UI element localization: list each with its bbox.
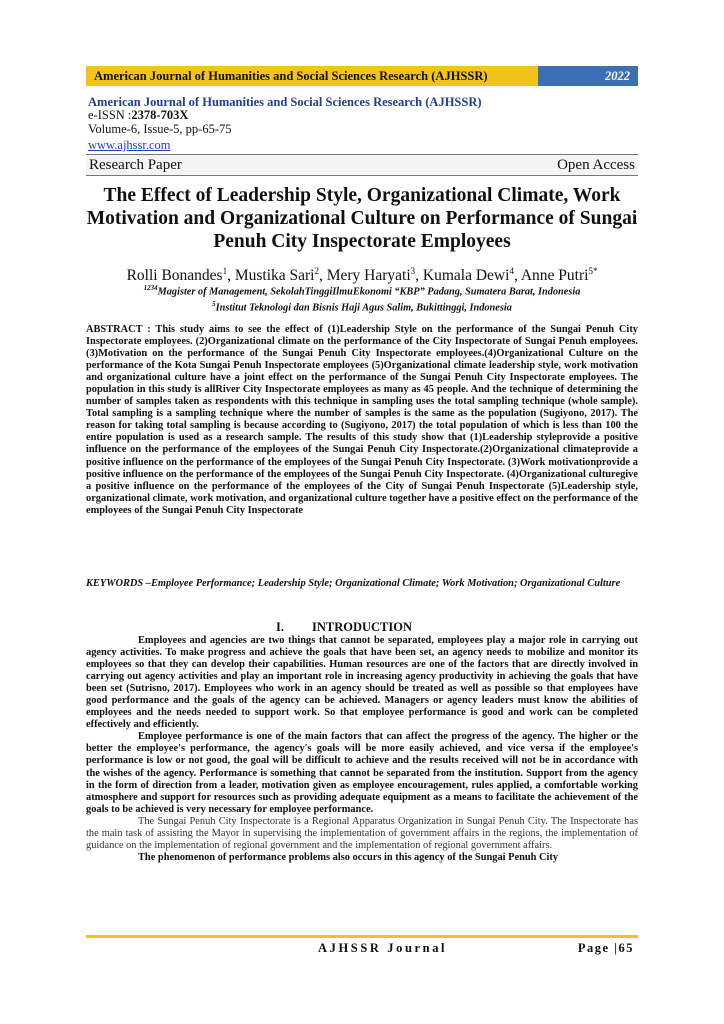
journal-meta [88, 95, 640, 154]
section-title: INTRODUCTION [311, 620, 412, 634]
journal-header-bar [86, 66, 638, 86]
author: Mery Haryati$^3$, [326, 266, 423, 285]
author: Rolli Bonandes$^1$, [126, 266, 235, 285]
page-footer [86, 941, 638, 957]
header-year: 2022 [538, 66, 638, 86]
keywords-label: KEYWORDS [86, 578, 144, 589]
section-heading [86, 620, 638, 635]
introduction-body [86, 635, 638, 864]
meta-journal-name: American Journal of Humanities and Social Sciences Research (AJHSSR) [88, 95, 482, 109]
paper-title: The Effect of Leadership Style, Organizational Climate, Work Motivation and Organizational Culture on Performance of Sungai Penuh City Inspectorate Employees [86, 185, 638, 252]
meta-volume: Volume-6, Issue-5, pp-65-75 [88, 121, 232, 136]
header-journal-name: American Journal of Humanities and Social Sciences Research (AJHSSR) [94, 68, 488, 83]
section-number: I. [276, 620, 284, 634]
paragraph: The phenomenon of performance problems also occurs in this agency of the Sungai Penuh City [138, 851, 559, 863]
author: Kumala Dewi$^4$, [422, 266, 521, 285]
abstract-text: This study aims to see the effect of (1)Leadership Style on the performance of the Sungai Penuh City Inspectorate employees. (2)Organizational climate on the performance of the City Inspectorate of Sungai Penuh employees.(3)Motivation on the performance of the Sungai Penuh City Inspectorate employees.(4)Organizational Culture on the performance of the Kota Sungai Penuh Inspectorate employees (5)Organizational climate leadership style, work motivation and organizational culture have a joint effect on the performance of the Sungai Penuh City Inspectorate employees. The population in this study is allRiver City Inspectorate employees as many as 45 people. And the technique of determining the number of samples taken as respondents with this technique in sampling uses the total sampling technique (whole sample). Total sampling is a sampling technique where the number of samples is the same as the population (Sugiyono, 2017). The reason for taking total sampling is because according to (Sugiyono, 2017) the total population of which is less than 100 the entire population is used as a research sample. The results of this study show that (1)Leadership styleprovide a positive influence on the performance of the employees of the Sungai Penuh City Inspectorate.(2)Organizational climateprovide a positive influence on the performance of the employees of the Sungai Penuh City Inspectorate. (3)Work motivationprovide a positive influence on the performance of the employees of the Sungai Penuh City Inspectorate. (4)Organizational culturegive a positive influence on the performance of the employees of the City of Sungai Penuh Inspectorate (5)Leadership style, organizational climate, work motivation, and organizational culture together have a positive effect on the performance of the employees of the Sungai Penuh City Inspectorate [86, 324, 638, 516]
paragraph: Employees and agencies are two things that cannot be separated, employees play a major role in carrying out agency activities. To make progress and achieve the goals that have been set, an agency needs to mobilize and monitor its employees so that they can develop their capabilities. Human resources are one of the factors that are directly involved in carrying out agency activities and play an important role in increasing agency productivity in achieving the goals that have been set (Sutrisno, 2017). Employees who work in an agency should be treated as well as possible so that employees have good performance and the goals of the agency can be achieved. Managers or agency leaders must know the abilities of employees and the needs needed to support work. So that employee performance is good and work can be completed effectively and efficiently. [86, 635, 638, 731]
paragraph: Employee performance is one of the main factors that can affect the progress of the agency. The higher or the better the employee's performance, the agency's goals will be more easily achieved, and vice versa if the employee's performance is low or not good, the goal will be difficult to achieve and the results received will not be in accordance with the wishes of the agency. Performance is something that cannot be separated from the institution. Support from the agency in the form of direction from a leader, motivation given as employee encouragement, rules applied, a comfortable working atmosphere and support for resources such as providing adequate equipment as a means to facilitate the achievement of the goals to be achieved is very necessary for employee performance. [86, 731, 638, 815]
page-number: Page |65 [577, 941, 634, 955]
journal-website-link[interactable]: www.ajhssr.com [88, 138, 171, 152]
abstract [86, 324, 638, 517]
paper-type: Research Paper [89, 156, 182, 173]
affiliation: $^5$Institut Teknologi dan Bisnis Haji Agus Salim, Bukittinggi, Indonesia [212, 300, 512, 314]
abstract-label: ABSTRACT : [86, 324, 151, 335]
keywords [86, 578, 638, 591]
keywords-text: –Employee Performance; Leadership Style; Organizational Climate; Work Motivation; Organizational Culture [143, 578, 621, 589]
author: Anne Putri$^{5*}$ [520, 266, 598, 285]
footer-rule [86, 935, 638, 938]
affiliation: $^{1234}$Magister of Management, SekolahTinggiIlmuEkonomi “KBP” Padang, Sumatera Barat, Indonesia [143, 284, 581, 298]
paper-type-row [86, 154, 638, 176]
access-type: Open Access [557, 156, 635, 173]
paragraph: The Sungai Penuh City Inspectorate is a Regional Apparatus Organization in Sungai Penuh City. The Inspectorate has the main task of assisting the Mayor in supervising the implementation of government affairs in the regions, the implementation of guidance on the implementation of regional government and the implementation of regional government affairs. [86, 815, 638, 851]
author: Mustika Sari$^2$, [234, 266, 327, 285]
affiliations [86, 282, 638, 315]
footer-journal: AJHSSR Journal [318, 941, 448, 955]
meta-eissn: e-ISSN :2378-703X [88, 108, 189, 122]
